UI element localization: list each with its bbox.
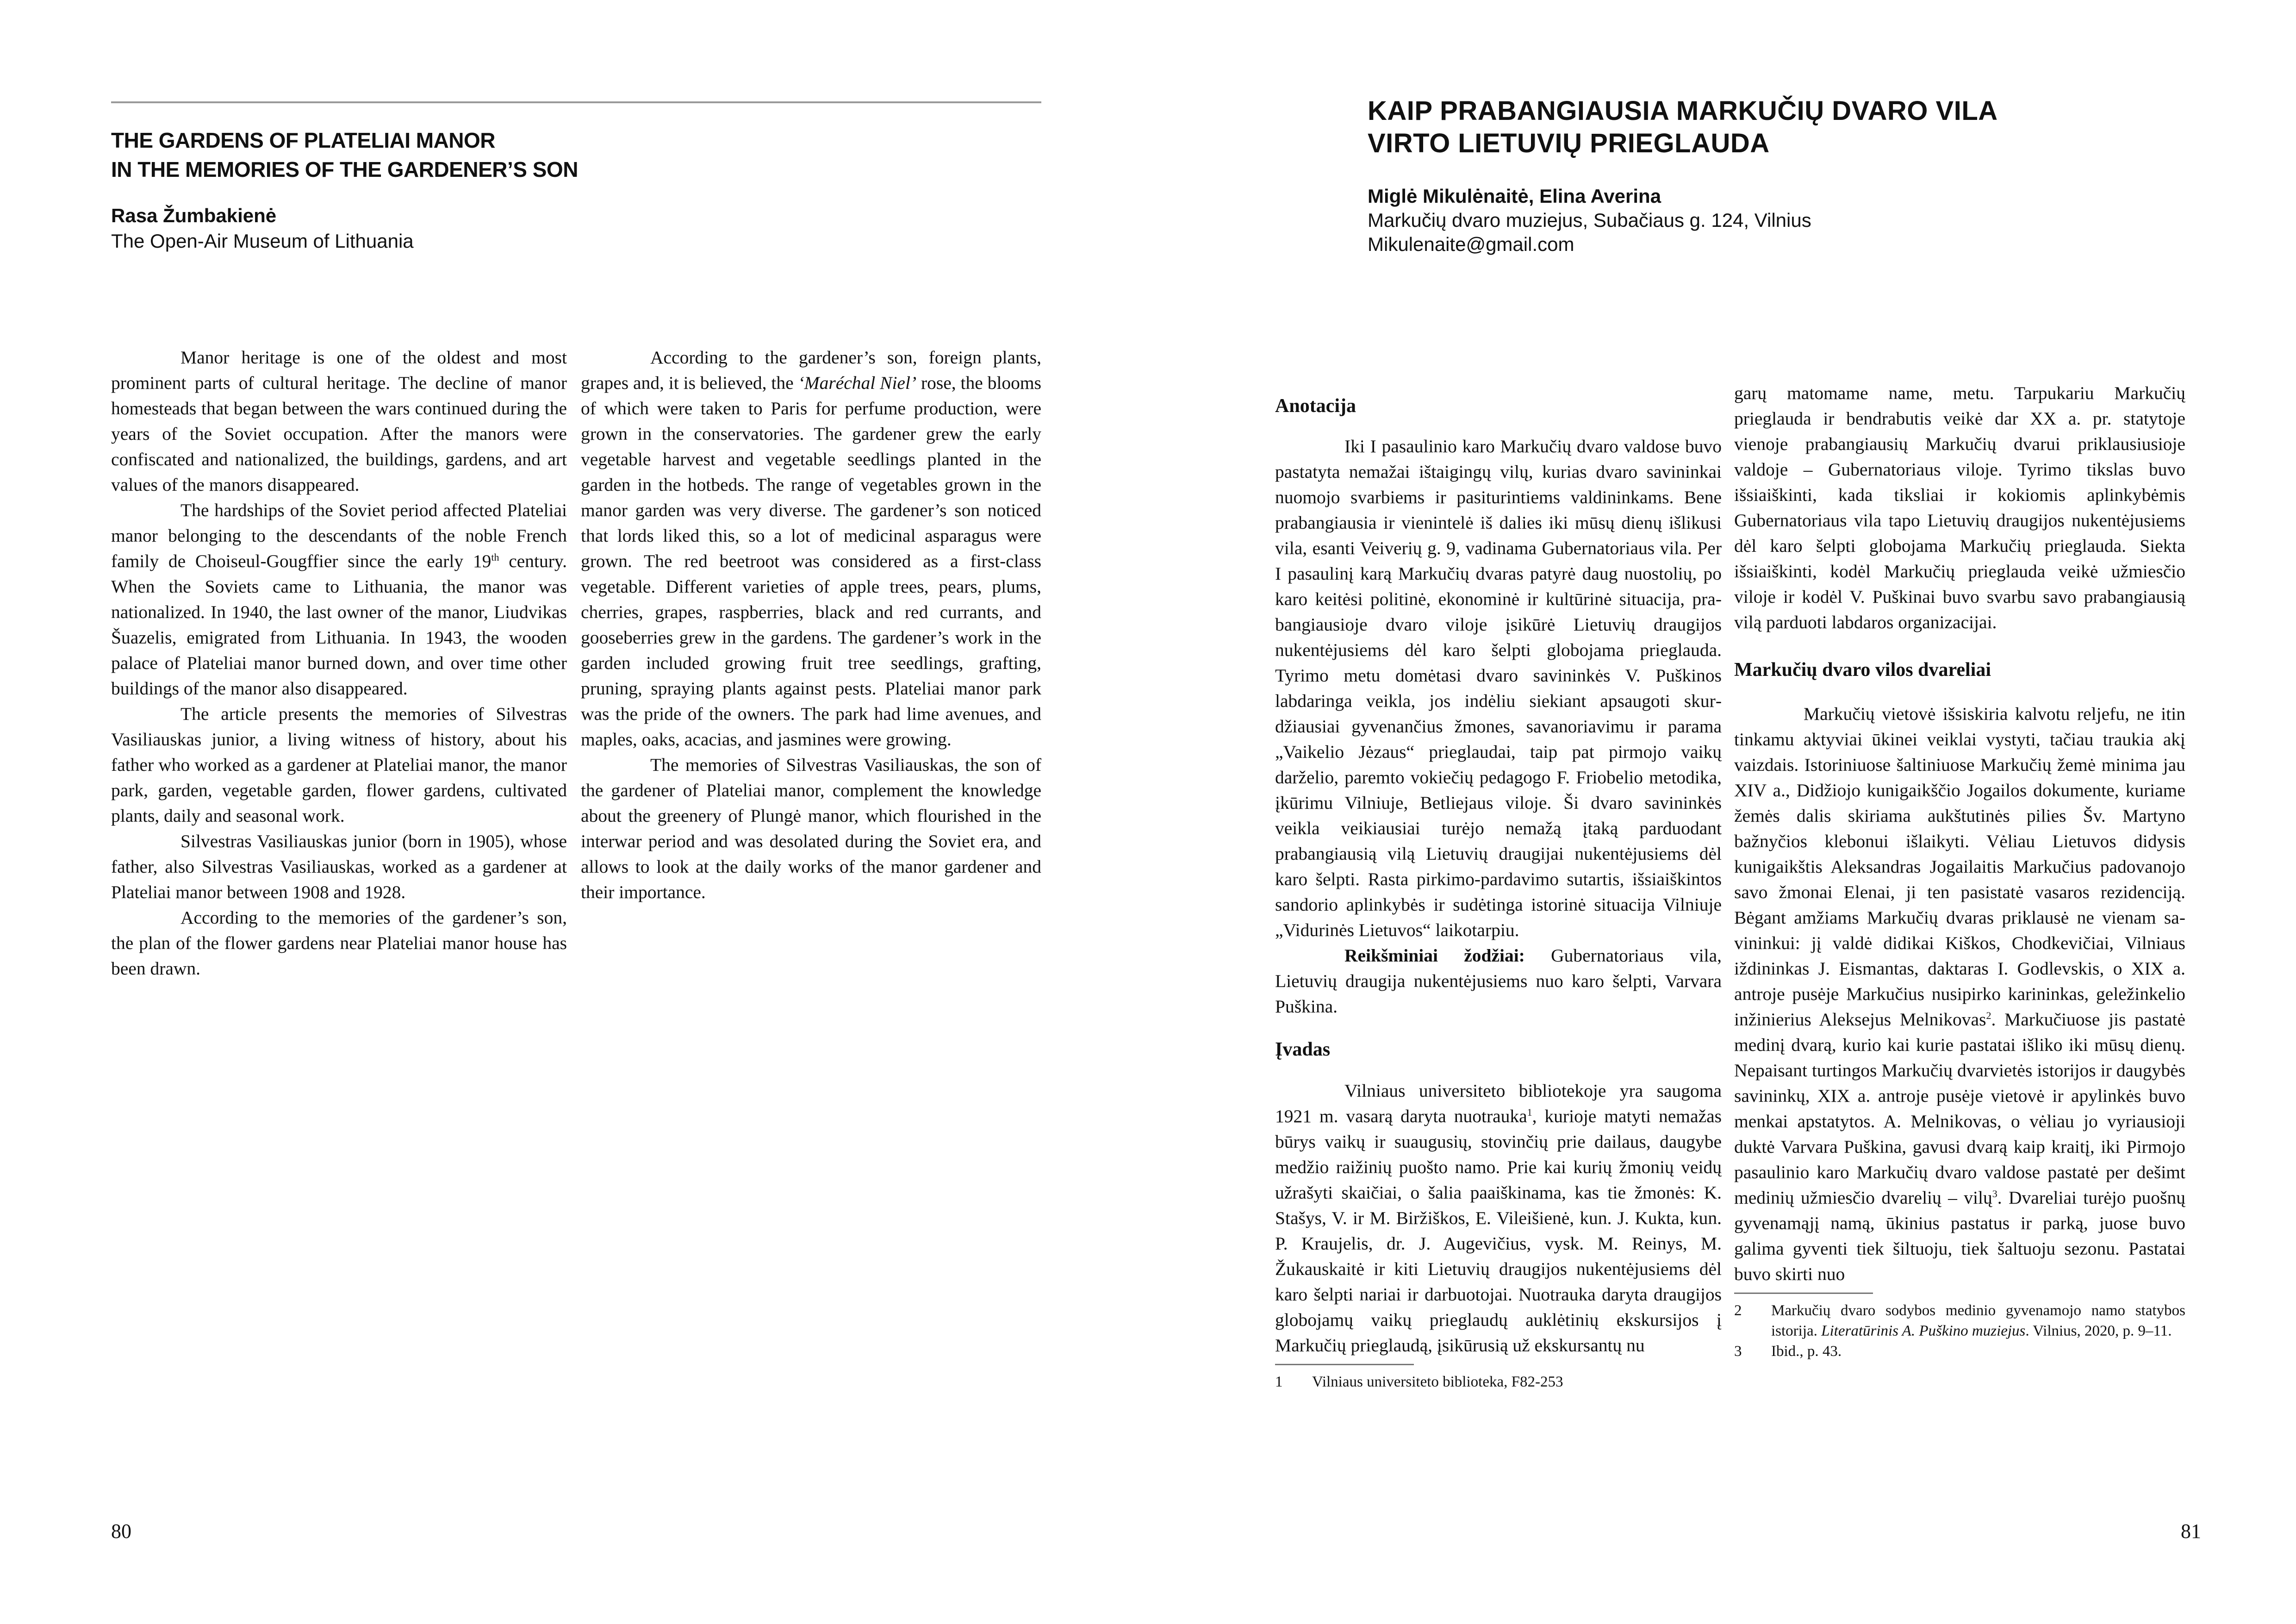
title-line: KAIP PRABANGIAUSIA MARKUČIŲ DVARO VILA bbox=[1368, 96, 1998, 126]
text-column-left-1 bbox=[111, 345, 567, 981]
author-email[interactable]: Mikulenaite@gmail.com bbox=[1368, 233, 1574, 255]
section-heading-dvareliai: Markučių dvaro vilos dvareliai bbox=[1734, 659, 1991, 681]
page-number: 81 bbox=[2181, 1520, 2201, 1543]
title-line: IN THE MEMORIES OF THE GARDENER’S SON bbox=[111, 157, 578, 181]
title-line: VIRTO LIETUVIŲ PRIEGLAUDA bbox=[1368, 128, 1770, 158]
footnote bbox=[1734, 1300, 2185, 1341]
footnote-text: Vilniaus universiteto biblioteka, F82-253 bbox=[1312, 1374, 1563, 1390]
footnote-ref[interactable]: 2 bbox=[1986, 1010, 1991, 1021]
footnote-text: Ibid., p. 43. bbox=[1771, 1343, 1842, 1360]
footnote-number: 1 bbox=[1275, 1374, 1283, 1390]
keywords-list: Gubernatoriaus vila, Lietuvių draugija nukentėjusiems nuo karo šelpti, Varvara Puškina. bbox=[1275, 945, 1722, 1017]
footnote bbox=[1275, 1372, 1722, 1392]
paragraph: The memories of Silvestras Vasiliauskas, the son of the gardener of Plateliai manor, complement the knowledge about the greenery of Plungė manor, which flourished in the interwar period and was desolated during the Soviet era, and allows to look at the daily works of the manor gardener and their importance. bbox=[581, 755, 1041, 902]
superscript: th bbox=[491, 551, 499, 563]
paragraph-abstract: Iki I pasaulinio karo Markučių dvaro valdose buvo pastatyta nemažai ištaigingų vilų, kurias dvaro savininkai nuomojo svarbiems ir pasiturintiems valdininkams. Bene prabangiausia ir vienintelė iš dalies iki mūsų dienų išlikusi vila, esanti Veiverių g. 9, vadinama Gubernatoriaus vila. Per I pasaulinį karą Markučių dvaras patyrė daug nuostolių, po karo keitėsi politinė, ekonominė ir kultūrinė situacija, prabangiausioje dvaro viloje įsikūrė Lietuvių draugijos nukentėjusiems dėl karo šelpti globojama prieglauda. Tyrimo metu domėtasi dvaro savininkės V. Puškinos labdaringa veikla, jos indėliu siekiant apsaugoti skurdžiausiai gyvenančius žmones, savanoriavimu ir parama „Vaikelio Jėzaus“ prieglaudai, taip pat pirmojo vaikų darželio, paremto vokiečių pedagogo F. Friobelio metodika, įkūrimu Vilniuje, Betliejaus viloje. Ši dvaro savininkės veikla veikiausiai turėjo nemažą įtaką parduodant prabangiausią vilą Lietuvių draugijai nukentėjusiems dėl karo šelpti. Rasta pirkimo-pardavimo sutartis, išsiaiškintos sandorio aplinkybės ir sudėtinga istorinė situacija Vilniuje „Vidurinės Lietuvos“ laikotarpiu. bbox=[1275, 436, 1722, 940]
section-heading-anotacija: Anotacija bbox=[1275, 395, 1356, 417]
footnote-source-title: Literatūrinis A. Puškino muziejus bbox=[1821, 1323, 2026, 1339]
footnote-ref[interactable]: 1 bbox=[1527, 1106, 1532, 1118]
right-page bbox=[1148, 0, 2296, 1624]
footnote-separator bbox=[1734, 1293, 1873, 1294]
text-column-right-1 bbox=[1275, 394, 1722, 1392]
author-name: Rasa Žumbakienė bbox=[111, 205, 277, 226]
paragraph: Vilniaus universiteto bibliotekoje yra saugoma 1921 m. vasarą daryta nuotrauka$^1$, kurioje matyti nemažas būrys vaikų ir suaugusių, stovinčių prie dailaus, daugybe medžio raižinių puošto namo. Prie kai kurių žmonių veidų užrašyti skaičiai, o šalia paaiškinama, kas tie žmonės: K. Stašys, V. ir M. Biržiškos, E. Vileišienė, kun. J. Kukta, kun. P. Kraujelis, dr. J. Augevičius, vysk. M. Reinys, M. Žukauskaitė ir kiti Lietuvių draugijos nukentėjusiems dėl karo šelpti nariai ir darbuotojai. Nuotrauka daryta draugijos globojamų vaikų prieglaudų auklėtinių ekskursijos į Markučių prieglaudą, įsikūrusią už ekskursantų nu bbox=[1275, 1081, 1722, 1355]
article-title-lt bbox=[1368, 95, 1998, 160]
footnote-text: Markučių dvaro sodybos medinio gyvenamojo namo statybos istorija. Literatūrinis A. Puškino muziejus. Vilnius, 2020, p. 9–11. bbox=[1771, 1302, 2185, 1339]
keywords-label: Reikšminiai žodžiai: bbox=[1344, 945, 1525, 966]
paragraph: According to the gardener’s son, foreign plants, grapes and, it is believed, the ‘Maréchal Niel’ rose, the blooms of which were taken to Paris for perfume production, were grown in the conservatories. The gardener grew the early vegetable harvest and vegetable seedlings planted in the garden in the hotbeds. The range of vegetables grown in the manor garden was very diverse. The gardener’s son noticed that lords liked this, so a lot of medicinal asparagus were grown. The red beetroot was considered as a first-class vegetable. Different varieties of apple trees, pears, plums, cherries, grapes, raspberries, black and red currants, and gooseberries grew in the gardens. The gardener’s work in the garden included growing fruit tree seedlings, grafting, pruning, spraying plants against pests. Plateliai manor park was the pride of the owners. The park had lime avenues, and maples, oaks, acacias, and jasmines were growing. bbox=[581, 347, 1042, 750]
paragraph-continuation: garų matomame name, metu. Tarpukariu Markučių prieglauda ir bendrabutis veikė dar XX a. pr. statytoje vienoje prabangiausių Markučių dvarui priklausiusioje valdoje – Gubernatoriaus viloje. Tyrimo tikslas buvo išsiaiškinti, kada tiksliai ir kokiomis aplinkybėmis Gubernatoriaus vila tapo Lietuvių draugijos nukentėjusiems dėl karo šelpti globojama Markučių prieglauda. Siekta išsiaiškinti, kodėl Markučių prieglauda veikė užmiesčio viloje ir kodėl V. Puškinai buvo svarbu savo prabangiausią vilą parduoti labdaros organizacijai. bbox=[1734, 383, 2185, 632]
author-names: Miglė Mikulėnaitė, Elina Averina bbox=[1368, 185, 1661, 207]
title-line: THE GARDENS OF PLATELIAI MANOR bbox=[111, 128, 496, 152]
paragraph: Manor heritage is one of the oldest and most prominent parts of cultural heritage. The decline of manor homesteads that began between the wars continued during the years of the Soviet occupation. After the manors were confiscated and nationalized, the buildings, gardens, and art values of the manors disappeared. bbox=[111, 347, 567, 495]
paragraph: Silvestras Vasiliauskas junior (born in 1905), whose father, also Silvestras Vasiliauskas, worked as a gardener at Plateliai manor between 1908 and 1928. bbox=[111, 831, 567, 902]
page-number: 80 bbox=[111, 1520, 131, 1543]
paragraph-keywords bbox=[1275, 943, 1722, 1019]
section-heading-ivadas: Įvadas bbox=[1275, 1039, 1331, 1060]
author-affiliation: The Open-Air Museum of Lithuania bbox=[111, 230, 414, 252]
header-rule bbox=[111, 101, 1041, 103]
paragraph: Markučių vietovė išsiskiria kalvotu reljefu, ne itin tinkamu aktyviai ūkinei veiklai vystyti, tačiau traukia akį vaizdais. Istoriniuose šaltiniuose Markučių žemė minima jau XIV a., Didžiojo kunigaikščio Jogailos dokumente, kuriame žemės dalis skiriama aukštutinės pilies Šv. Martyno bažnyčios klebonui išlaikyti. Vėliau Lietuvos didysis kunigaikštis Aleksandras Jogailaitis Markučius padovanojo savo žmonai Elenai, ji ten pasistatė vasaros rezidenciją. Bėgant amžiams Markučių dvaras priklausė ne vienam savininkui: jį valdė didikai Kiškos, Chodkevičiai, Vilniaus iždininkas J. Eismantas, daktaras I. Godlevskis, o XIX a. antroje pusėje Markučius nusipirko karininkas, geležinkelio inžinierius Aleksejus Melnikovas$^2$. Markučiuose jis pastatė medinį dvarą, kurio kai kurie pastatai išliko iki mūsų dienų. Nepaisant turtingos Markučių dvarvietės istorijos ir daugybės savininkų, XIX a. antroje pusėje vietovė ir apylinkės buvo menkai apstatytos. A. Melnikovas, o vėliau jo vyriausioji duktė Varvara Puškina, gavusi dvarą kaip kraitį, iki Pirmojo pasaulinio karo Markučių dvaro valdose pastatė per dešimt medinių užmiesčio dvarelių – vilų$^3$. Dvareliai turėjo puošnų gyvenamąjį namą, ūkinius pastatus ir parką, juose buvo galima gyventi tiek šiltuoju, tiek šaltuoju sezonu. Pastatai buvo skirti nuo bbox=[1734, 704, 2185, 1284]
paragraph: According to the memories of the gardener’s son, the plan of the flower gardens near Plateliai manor house has been drawn. bbox=[111, 907, 567, 979]
footnote-number: 2 bbox=[1734, 1302, 1742, 1319]
footnote bbox=[1734, 1341, 2185, 1362]
footnote-ref[interactable]: 3 bbox=[1992, 1188, 1997, 1199]
paragraph: The article presents the memories of Silvestras Vasiliauskas junior, a living witness of history, about his father who worked as a gardener at Plateliai manor, the manor park, garden, vegetable garden, flower gardens, cultivated plants, daily and seasonal work. bbox=[111, 704, 567, 826]
italic-rose-name: ‘Maréchal Niel’ bbox=[798, 373, 917, 393]
article-title-en bbox=[111, 126, 578, 184]
text-column-left-2 bbox=[581, 345, 1041, 905]
text-column-right-2 bbox=[1734, 381, 2185, 1362]
paragraph: The hardships of the Soviet period affected Plateliai manor belonging to the descendants of the noble French family de Choiseul-Gougffier since the early 19th century. When the Soviets came to Lithuania, the manor was nationalized. In 1940, the last owner of the manor, Liudvikas Šuazelis, emigrated from Lithuania. In 1943, the wooden palace of Plateliai manor burned down, and over time other buildings of the manor also disappeared. bbox=[111, 500, 567, 699]
footnote-number: 3 bbox=[1734, 1343, 1742, 1360]
author-affiliation: Markučių dvaro muziejus, Subačiaus g. 124, Vilnius bbox=[1368, 209, 1811, 231]
footnote-separator bbox=[1275, 1364, 1414, 1365]
